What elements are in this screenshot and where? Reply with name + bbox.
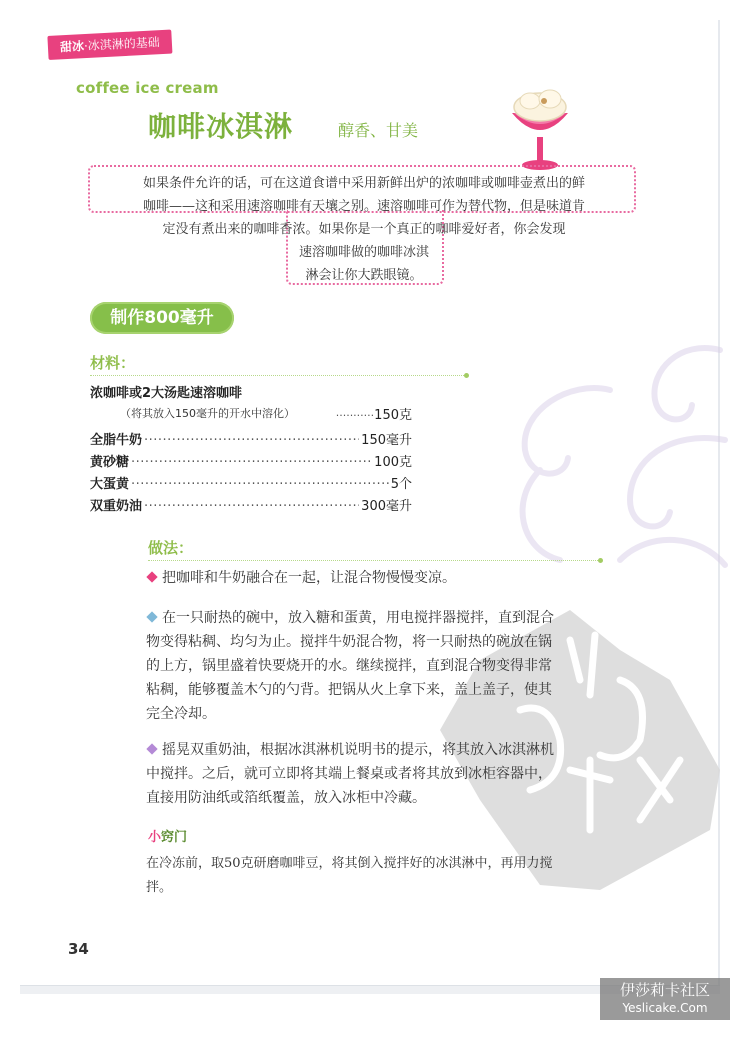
intro-line: 咖啡——这和采用速溶咖啡有天壤之别。速溶咖啡可作为替代物，但是味道肯	[142, 199, 585, 214]
ingredient-row	[90, 495, 412, 514]
divider-dot	[464, 373, 469, 378]
diamond-bullet-icon	[146, 743, 157, 754]
method-step: 把咖啡和牛奶融合在一起，让混合物慢慢变凉。	[146, 566, 560, 590]
method-step: 在一只耐热的碗中，放入糖和蛋黄，用电搅拌器搅拌，直到混合物变得粘稠、均匀为止。搅拌牛奶混合物，将一只耐热的碗放在锅的上方，锅里盛着快要烧开的水。继续搅拌，直到混合物变得非常粘稠，能够覆盖木勺的勺背。把锅从火上拿下来，盖上盖子，使其完全冷却。	[146, 610, 554, 722]
page-number: 34	[68, 940, 89, 958]
watermark-line: Yeslicake.Com	[622, 1001, 708, 1015]
section-tab-text: ·冰淇淋的基础	[83, 35, 161, 54]
diamond-bullet-icon	[146, 611, 157, 622]
method-divider	[148, 560, 600, 561]
tip-text: 在冷冻前，取50克研磨咖啡豆，将其倒入搅拌好的冰淇淋中，再用力搅拌。	[146, 856, 553, 895]
divider-dot	[598, 558, 603, 563]
ingredient-row	[90, 473, 412, 492]
tip-heading: 小窍门	[148, 830, 188, 845]
swirl-ornament-icon	[480, 330, 730, 590]
intro-line: 如果条件允许的话，可在这道食谱中采用新鲜出炉的浓咖啡或咖啡壶煮出的鲜	[142, 176, 585, 191]
ingredient-row	[90, 451, 412, 470]
ingredient-amount: 100克	[374, 455, 412, 470]
ice-cream-cup-icon	[500, 85, 580, 175]
ingredient-amount: ···········150克	[335, 408, 412, 423]
ingredient-name: 全脂牛奶	[90, 433, 143, 448]
intro-line: 速溶咖啡做的咖啡冰淇	[298, 245, 429, 260]
site-watermark	[600, 978, 730, 1020]
intro-line: 定没有煮出来的咖啡香浓。如果你是一个真正的咖啡爱好者，你会发现	[162, 222, 566, 237]
ingredient-note: （将其放入150毫升的开水中溶化）	[120, 407, 295, 420]
page-title: 咖啡冰淇淋	[148, 110, 294, 143]
diamond-bullet-icon	[146, 571, 157, 582]
ingredient-amount: 150毫升	[361, 433, 412, 448]
english-title: coffee ice cream	[76, 79, 219, 97]
intro-paragraph	[92, 172, 636, 287]
ingredient-row	[90, 382, 412, 401]
ingredient-name: 大蛋黄	[90, 477, 130, 492]
ingredient-name: 黄砂糖	[90, 455, 130, 470]
ingredients-divider	[90, 375, 466, 376]
ingredients-heading: 材料：	[90, 354, 136, 372]
method-heading: 做法：	[148, 539, 194, 557]
ingredient-name: 双重奶油	[90, 499, 143, 514]
ingredient-amount: 5个	[390, 477, 412, 492]
page-subtitle: 醇香、甘美	[338, 121, 419, 140]
section-tab: 甜冰·冰淇淋的基础	[47, 30, 172, 60]
watermark-line: 伊莎莉卡社区	[619, 981, 710, 999]
ingredient-row	[90, 429, 412, 448]
ingredient-amount: 300毫升	[361, 499, 412, 514]
intro-line: 淋会让你大跌眼镜。	[305, 268, 423, 283]
ingredient-name: 浓咖啡或2大汤匙速溶咖啡	[90, 386, 243, 401]
method-step: 摇晃双重奶油，根据冰淇淋机说明书的提示，将其放入冰淇淋机中搅拌。之后，就可立即将其端上餐桌或者将其放到冰柜容器中，直接用防油纸或箔纸覆盖，放入冰柜中冷藏。	[146, 742, 554, 806]
yield-badge: 制作800毫升	[90, 302, 234, 334]
